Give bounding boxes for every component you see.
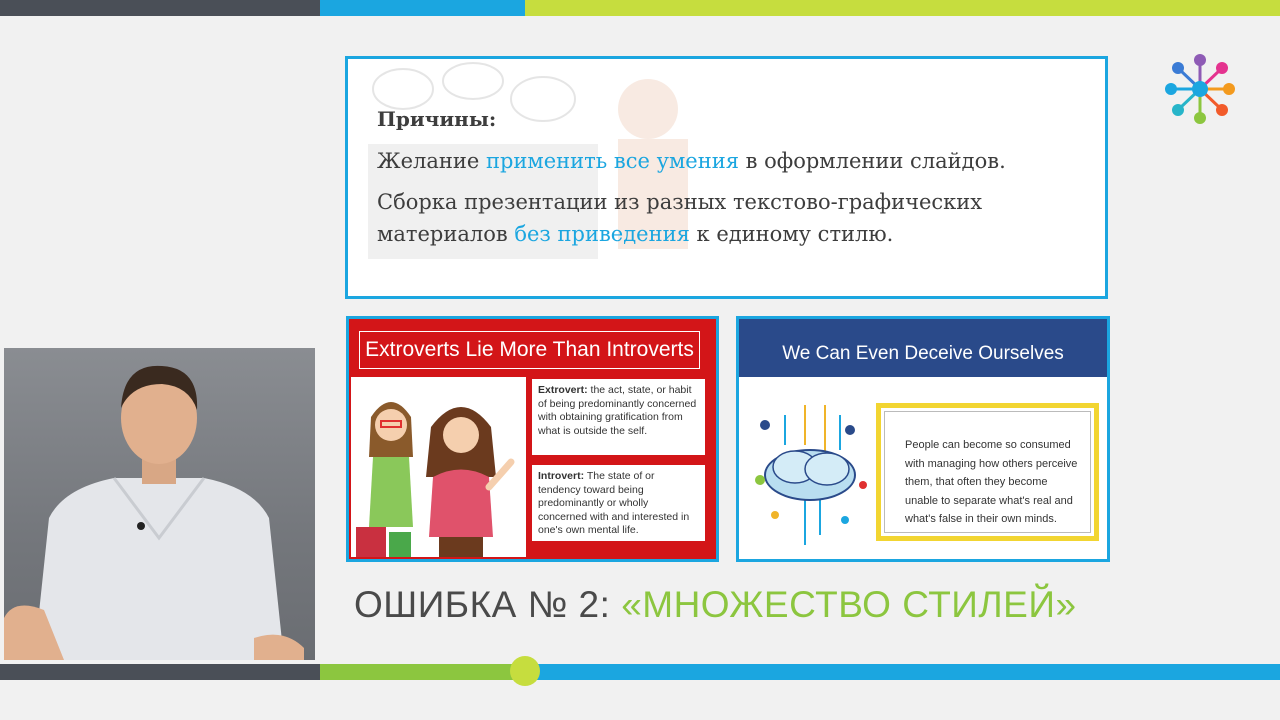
introvert-definition <box>532 465 705 541</box>
error-caption <box>354 584 1077 626</box>
top-stripe-green <box>525 0 1280 16</box>
slide-text-box <box>345 56 1108 299</box>
extroverts-card <box>346 316 719 562</box>
line3-text-end: к единому стилю. <box>689 222 894 246</box>
slide-heading: Причины: <box>377 107 497 131</box>
bottom-stripe-green <box>320 664 525 680</box>
extrovert-definition <box>532 379 705 455</box>
brain-cloud-icon <box>745 405 875 555</box>
line1-text: Желание <box>377 149 486 173</box>
slide-line-3 <box>377 222 893 246</box>
deceive-card <box>736 316 1110 562</box>
extroverts-title: Extroverts Lie More Than Introverts <box>359 331 700 369</box>
introvert-def: The state of or tendency toward being predominantly or wholly concerned with and interested in one's own mental life. <box>538 470 690 536</box>
caption-highlight: «МНОЖЕСТВО СТИЛЕЙ» <box>621 584 1077 625</box>
cartoon-figures-icon <box>358 59 718 293</box>
slide-line-2: Сборка презентации из разных текстово-графических <box>377 190 983 214</box>
progress-knob <box>510 656 540 686</box>
line3-highlight: без приведения <box>514 222 690 246</box>
presenter-photo <box>4 348 315 660</box>
extrovert-term: Extrovert: <box>538 384 588 396</box>
introvert-term: Introvert: <box>538 470 585 482</box>
line1-highlight: применить все умения <box>485 149 739 173</box>
extrovert-def: the act, state, or habit of being predominantly concerned with obtaining gratification from what is outside the self. <box>538 384 697 437</box>
caption-prefix: ОШИБКА № 2: <box>354 584 622 625</box>
quote-text: People can become so consumed with managing how others perceive them, that often they become unable to separate what's real and what's false in their own minds. <box>884 411 1091 533</box>
bottom-stripe-gray <box>0 664 320 680</box>
top-stripe-gray <box>0 0 320 16</box>
line1-text-end: в оформлении слайдов. <box>738 149 1006 173</box>
top-stripe-blue <box>320 0 525 16</box>
line3-text: материалов <box>377 222 515 246</box>
deceive-title: We Can Even Deceive Ourselves <box>739 319 1107 377</box>
cartoon-figures-icon <box>351 377 526 557</box>
quote-box <box>876 403 1099 541</box>
bottom-stripe-blue <box>525 664 1280 680</box>
logo-network-icon <box>1164 52 1236 126</box>
presenter-figure <box>4 348 315 660</box>
slide-line-1 <box>377 149 1006 173</box>
